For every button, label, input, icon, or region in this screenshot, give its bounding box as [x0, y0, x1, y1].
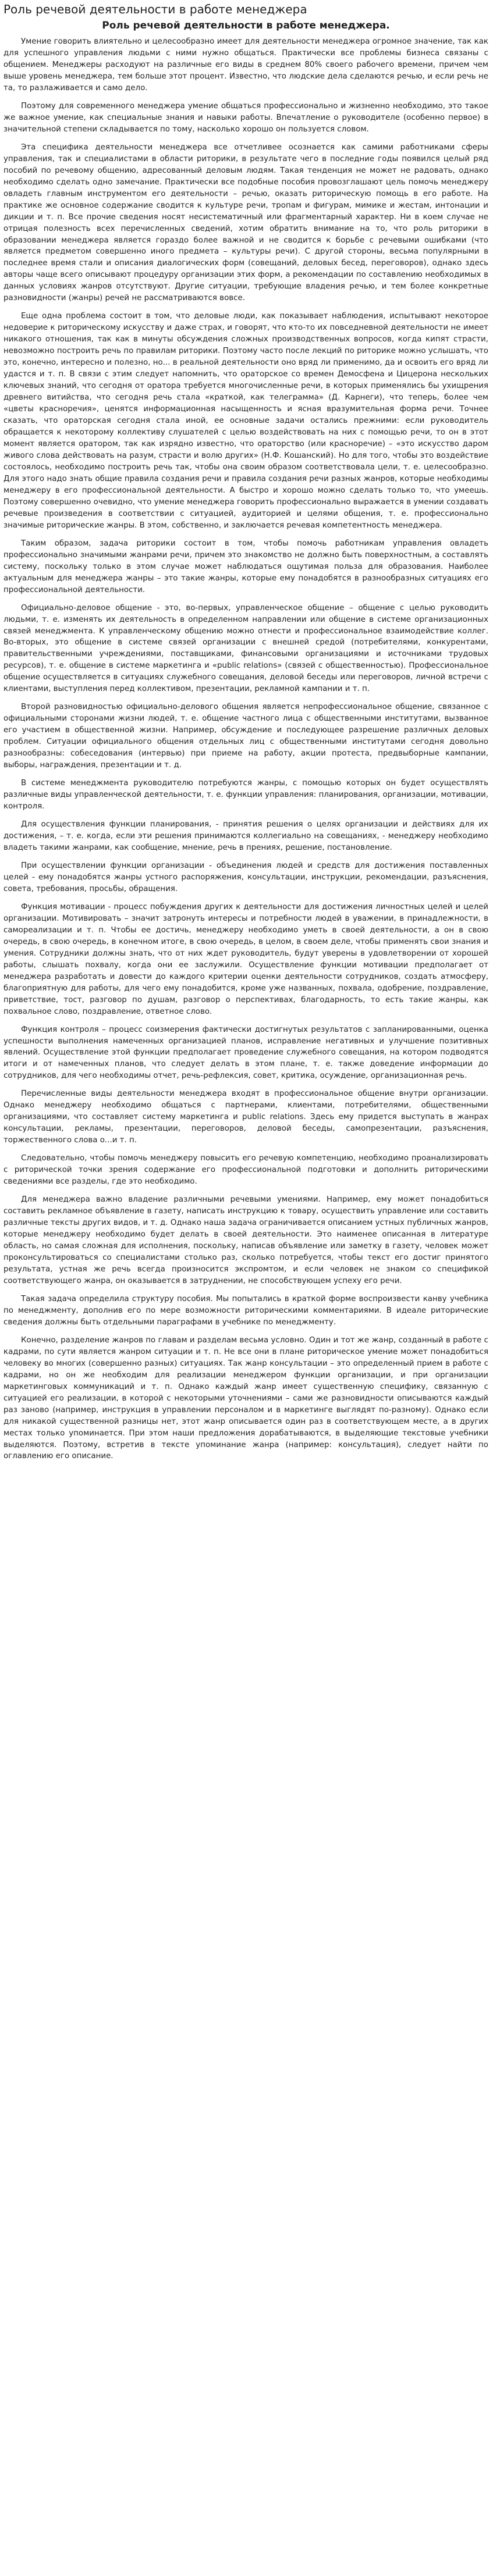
- paragraph-3: Эта специфика деятельности менеджера все отчетливее осознается как самими работниками сферы управления, так и специалистами в области риторики, в результате чего в последние годы появился целый ряд пособий по речевому общению, адресованный деловым людям. Такая тенденция не может не радовать, однако необходимо сделать одно замечание. Практически все подобные пособия провозглашают цель помочь менеджеру овладеть главным инструментом его деятельности – речью, оказать риторическую помощь в его работе. На практике же основное содержание сводится к культуре речи, тропам и фигурам, мимике и жестам, интонации и дикции и т. п. Все прочие сведения носят несистематичный или фрагментарный характер. Ни в коем случае не отрицая полезность всех перечисленных сведений, хотим обратить внимание на то, что роль риторики в образовании менеджера является гораздо более важной и не сводится к борьбе с речевыми ошибками (что является предметом совершенно иного предмета – культуры речи). С другой стороны, весьма популярными в последнее время стали и описания диалогических форм (совещаний, деловых бесед, переговоров), однако здесь авторы чаще всего описывают процедуру организации этих форм, а рекомендации по составлению необходимых в данных условиях жанров отсутствуют. Другие ситуации, требующие владения речью, и тем более конкретные разновидности (жанры) речей не рассматриваются вовсе.: [3, 142, 488, 303]
- paragraph-9: Для осуществления функции планирования, - принятия решения о целях организации и действиях для их достижения, – т. е. когда, если эти решения принимаются коллегиально на совещаниях, - менеджеру необходимо владеть такими жанрами, как сообщение, мнение, речь в прениях, решение, постановление.: [3, 820, 488, 852]
- paragraph-8: В системе менеджмента руководителю потребуются жанры, с помощью которых он будет осуществлять различные виды управленческой деятельности, т. е. функции управления: планирования, организации, мотивации, контроля.: [3, 779, 488, 811]
- paragraph-11: Функция мотивации - процесс побуждения других к деятельности для достижения личностных целей и целей организации. Мотивировать – значит затронуть интересы и потребности людей в уважении, в принадлежности, в самореализации и т. п. Чтобы ее достичь, менеджеру необходимо уметь в своей деятельности, а он в свою очередь, в свою очередь, в конечном итоге, в свою очередь, в целом, в своем деле, чтобы применять свои знания и умения. Сотрудники должны знать, что от них ждет руководитель, будут уверены в удовлетворении от хорошей работы, слышать похвалу, когда они ее заслужили. Осуществление функции мотивации предполагает от менеджера разработать и довести до каждого критерии оценки деятельности сотрудников, создать атмосферу, благоприятную для работы, для чего ему понадобится, кроме уже названных, похвала, одобрение, поздравление, приветствие, тост, разговор по душам, разговор о перспективах, благодарность, то есть такие жанры, как похвальное слово, поздравление, ответное слово.: [3, 902, 488, 1016]
- paragraph-5: Таким образом, задача риторики состоит в том, чтобы помочь работникам управления овладеть профессионально значимыми жанрами речи, причем это знакомство не должно быть поверхностным, а составлять систему, поскольку только в этом случае может наблюдаться ощутимая польза для образования. Наиболее актуальным для менеджера жанры – это такие жанры, которые ему понадобятся в разнообразных ситуациях его профессиональной деятельности.: [3, 539, 488, 594]
- paragraph-15: Для менеджера важно владение различными речевыми умениями. Например, ему может понадобиться составить рекламное объявление в газету, написать инструкцию к товару, осуществить управление или составить различные тексты других видов, и т. д. Однако наша задача ограничивается описанием устных публичных жанров, которые менеджеру необходимо будет делать в своей деятельности. Это наименее описанная в литературе область, но самая сложная для исполнения, поскольку, написав объявление или заметку в газету, человек может проконсультироваться со специалистами столько раз, сколько потребуется, чтобы текст его достиг принятого результата, устная же речь всегда произносится экспромтом, и если человек не знаком со спецификой соответствующего жанра, он оказывается в затруднении, не способствующем успеху его речи.: [3, 1195, 488, 1285]
- paragraph-17: Конечно, разделение жанров по главам и разделам весьма условно. Один и тот же жанр, созданный в работе с кадрами, по сути является жанром ситуации и т. п. Не все они в плане риторическое умение может понадобиться человеку во многих (совершенно разных) ситуациях. Так жанр консультации – это определенный прием в работе с кадрами, но он же необходим для реализации менеджером функции организации, и при организации маркетинговых коммуникаций и т. п. Однако каждый жанр имеет существенную специфику, связанную с ситуацией его реализации, в которой с некоторыми уточнениями – сами же разновидности описываются каждый раз заново (например, инструкция в управлении персоналом и в маркетинге выглядят по-разному). Однако если для никакой существенной разницы нет, этот жанр описывается один раз в соответствующем месте, а в других местах только упоминается. При этом наши предложения дорабатываются, в выделяющие текстовые учебники выделяются. Поэтому, встретив в тексте упоминание жанра (например: консультация), следует найти по оглавлению его описание.: [3, 1335, 488, 1461]
- document-body: [3, 36, 488, 1462]
- paragraph-2: Поэтому для современного менеджера умение общаться профессионально и жизненно необходимо, это такое же важное умение, как специальные знания и навыки работы. Впечатление о руководителе (особенно первое) в значительной степени складывается по тому, насколько хорошо он пользуется словом.: [3, 101, 488, 134]
- paragraph-6: Официально-деловое общение - это, во-первых, управленческое общение – общение с целью руководить людьми, т. е. изменять их деятельность в определенном направлении или общение в системе организационных связей менеджмента. К управленческому общению можно отнести и профессиональное взаимодействие коллег. Во-вторых, это общение в системе связей организации с внешней средой (потребителями, конкурентами, правительственными учреждениями, поставщиками, финансовыми организациями и источниками трудовых ресурсов), т. е. общение в системе маркетинга и «public relations» (связей с общественностью). Профессиональное общение осуществляется в ситуациях служебного совещания, деловой беседы или переговоров, личной встречи с клиентами, выступления перед коллективом, презентации, рекламной кампании и т. п.: [3, 603, 488, 694]
- paragraph-13: Перечисленные виды деятельности менеджера входят в профессиональное общение внутри организации. Однако менеджеру необходимо общаться с партнерами, клиентами, потребителями, общественными организациями, что составляет систему маркетинга и public relations. Здесь ему придется выступать в жанрах консультации, рекламы, презентации, переговоров, деловой беседы, самопрезентации, разъяснения, торжественного слова о...и т. п.: [3, 1089, 488, 1145]
- paragraph-12: Функция контроля – процесс соизмерения фактически достигнутых результатов с запланированными, оценка успешности выполнения намеченных организацией планов, исправление негативных и улучшение позитивных явлений. Осуществление этой функции предполагает проведение служебного совещания, на котором подводятся итоги и от намеченных планов, что следует делать в этом плане, т. е. также доведение информации до сотрудников, для чего необходимы отчет, речь-рефлексия, совет, критика, осуждение, организационная речь.: [3, 1025, 488, 1081]
- paragraph-7: Второй разновидностью официально-делового общения является непрофессиональное общение, связанное с официальными сторонами жизни людей, т. е. общение частного лица с общественными институтами, вызванное его участием в общественной жизни. Например, обсуждение и последующее разрешение различных деловых проблем. Ситуации официального общения отдельных лиц с общественными институтами сегодня довольно разнообразны: собеседования (интервью) при приеме на работу, акции протеста, предвыборные кампании, выборы, награждения, презентации и т. д.: [3, 703, 488, 770]
- paragraph-14: Следовательно, чтобы помочь менеджеру повысить его речевую компетенцию, необходимо проанализировать с риторической точки зрения содержание его профессиональной подготовки и дополнить риторическими сведениями все разделы, где это необходимо.: [3, 1154, 488, 1187]
- document-title: Роль речевой деятельности в работе менеджера.: [102, 20, 390, 31]
- page-heading: Роль речевой деятельности в работе менеджера: [3, 2, 307, 16]
- paragraph-10: При осуществлении функции организации - объединения людей и средств для достижения поставленных целей - ему понадобятся жанры устного распоряжения, консультации, инструкции, рекомендации, разъяснения, совета, требования, просьбы, обращения.: [3, 861, 488, 893]
- paragraph-4: Еще одна проблема состоит в том, что деловые люди, как показывает наблюдения, испытывают некоторое недоверие к риторическому искусству и даже страх, и говорят, что кто-то их повседневной деятельности не имеет никакого отношения, так как в минуты обсуждения сложных производственных вопросов, когда кипят страсти, невозможно построить речь по правилам риторики. Поэтому часто после лекций по риторике можно услышать, что это, конечно, интересно и полезно, но... в реальной деятельности оно вряд ли применимо, да и освоить его вряд ли удастся и т. п. В связи с этим следует напомнить, что ораторское со времен Демосфена и Цицерона нескольких ключевых знаний, что сегодня от оратора требуется многочисленные речи, в которых применялись бы ухищрения древнего витийства, что сегодня речь стала «краткой, как телеграмма» (Д. Карнеги), что теперь, более чем «цветы красноречия», ценятся информационная насыщенность и ясная вразумительная форма речи. Точнее сказать, что ораторская сегодня стала иной, ее основные задачи остались прежними: если руководитель обращается к некоторому коллективу слушателей с целью воздействовать на них с помощью речи, то он в этот момент является оратором, так как изрядно известно, что ораторство (или красноречие) – «это искусство даром живого слова действовать на разум, страсти и волю других» (Н.Ф. Кошанский). Но для того, чтобы это воздействие состоялось, необходимо построить речь так, чтобы она своим образом соответствовала цели, т. е. целесообразно. Для этого надо знать общие правила создания речи и правила создания речи разных жанров, которые необходимы менеджеру в его профессиональной деятельности. А быстро и хорошо можно сделать только то, что умеешь. Поэтому совершенно очевидно, что умение менеджера говорить профессионально выражается в умении создавать речевые произведения в соответствии с ситуацией, аудиторией и целями общения, т. е. профессионально значимые риторические жанры. В этом, собственно, и заключается речевая компетентность менеджера.: [3, 312, 488, 530]
- paragraph-16: Такая задача определила структуру пособия. Мы попытались в краткой форме воспроизвести канву учебника по менеджменту, дополнив его по мере возможности риторическими комментариями. В идеале риторические сведения должны быть отдельными параграфами в учебнике по менеджменту.: [3, 1294, 488, 1327]
- paragraph-1: Умение говорить влиятельно и целесообразно имеет для деятельности менеджера огромное значение, так как для успешного управления людьми с ними нужно общаться. Практически все проблемы бизнеса связаны с общением. Менеджеры расходуют на различные его виды в среднем 80% своего рабочего времени, причем чем выше уровень менеджера, тем больше этот процент. Известно, что людские дела сделаются речью, и если речь не та, то разлаживается и само дело.: [3, 37, 488, 92]
